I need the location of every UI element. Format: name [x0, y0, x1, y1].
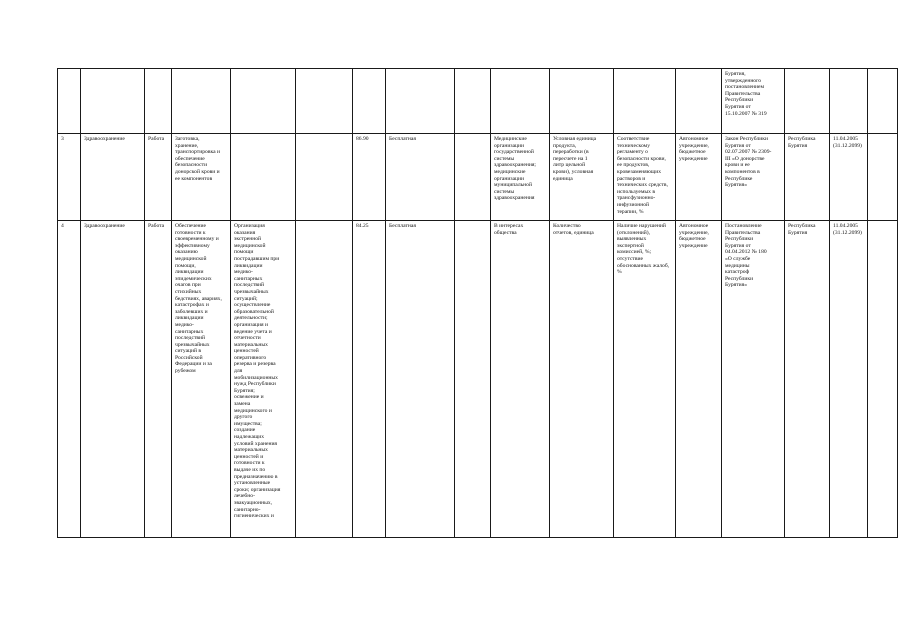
cell-regulations: Бурятия, утвержденного постановлением Правительства Республики Бурятия от 15.10.2007 № 319: [722, 69, 785, 134]
cell-consumers: Медицинские организации государственной системы здравоохранения; медицинские организации муниципальной системы здравоохранения: [491, 134, 550, 221]
cell-providers: Автономное учреждение, бюджетное учреждение: [676, 221, 722, 538]
cell-code: 84.25: [353, 221, 386, 538]
table-row: [58, 134, 898, 221]
cell-dates: [830, 69, 868, 134]
cell-empty: [296, 221, 353, 538]
cell-content: Организация оказания экстренной медицинской помощи пострадавшим при ликвидации медико- санитарных последствий чрезвычайных ситуаций; осуществление образовательной деятельности; организация и ведение учета и отчетности материальных ценностей оперативного резерва и резерва для мобилизационных нужд Республики Бурятия; освежение и замена медицинского и другого имущества; создание надлежащих условий хранения материальных ценностей и готовности к выдаче их по предназначению в установленные сроки; организация лечебно- эвакуационных, санитарно- гигиенических и: [231, 221, 296, 538]
cell-quality: Соответствие техническому регламенту о безопасности крови, ее продуктов, кровезаменяющих растворов и технических средств, используемых в трансфузионно- инфузионной терапии, %: [614, 134, 676, 221]
cell-empty: [455, 221, 491, 538]
cell-consumers: [491, 69, 550, 134]
cell-empty: [868, 134, 898, 221]
cell-dates: 11.04.2005 (31.12.2099): [830, 134, 868, 221]
cell-name: Заготовка, хранение, транспортировка и обеспечение безопасности донорской крови и ее компонентов: [172, 134, 231, 221]
registry-table: [57, 68, 898, 538]
cell-payment: Бесплатная: [386, 221, 455, 538]
cell-quality: Наличие нарушений (отклонений), выявленных экспертной комиссией, %; отсутствие обоснованных жалоб, %: [614, 221, 676, 538]
cell-empty: [868, 69, 898, 134]
cell-name: [172, 69, 231, 134]
cell-content: [231, 134, 296, 221]
cell-sphere: [81, 69, 145, 134]
cell-providers: Автономное учреждение, бюджетное учреждение: [676, 134, 722, 221]
cell-type: Работа: [145, 221, 172, 538]
cell-code: 86.90: [353, 134, 386, 221]
cell-number: [58, 69, 81, 134]
cell-regulations: Постановление Правительства Республики Бурятия от 04.04.2012 № 180 «О службе медицины катастроф Республики Бурятия»: [722, 221, 785, 538]
cell-number: 3: [58, 134, 81, 221]
cell-volume: Условная единица продукта, переработки (в пересчете на 1 литр цельной крови), условная единица: [550, 134, 614, 221]
cell-type: [145, 69, 172, 134]
cell-volume: Количество отчетов, единица: [550, 221, 614, 538]
cell-region: Республика Бурятия: [785, 134, 830, 221]
cell-code: [353, 69, 386, 134]
cell-regulations: Закон Республики Бурятия от 02.07.2007 № 2309- III «О донорстве крови и ее компонентов в Республике Бурятия»: [722, 134, 785, 221]
cell-region: Республика Бурятия: [785, 221, 830, 538]
cell-content: [231, 69, 296, 134]
cell-quality: [614, 69, 676, 134]
cell-region: [785, 69, 830, 134]
cell-empty: [868, 221, 898, 538]
cell-type: Работа: [145, 134, 172, 221]
cell-providers: [676, 69, 722, 134]
cell-payment: [386, 69, 455, 134]
cell-volume: [550, 69, 614, 134]
cell-empty: [455, 134, 491, 221]
cell-sphere: Здравоохранение: [81, 221, 145, 538]
cell-consumers: В интересах общества: [491, 221, 550, 538]
cell-sphere: Здравоохранение: [81, 134, 145, 221]
cell-empty: [296, 134, 353, 221]
cell-empty: [455, 69, 491, 134]
cell-name: Обеспечение готовности к своевременному и эффективному оказанию медицинской помощи, ликвидации эпидемических очагов при стихийных бедствиях, авариях, катастрофах и заболевших и ликвидации медико- санитарных последствий чрезвычайных ситуаций в Российской Федерации и за рубежом: [172, 221, 231, 538]
cell-payment: Бесплатная: [386, 134, 455, 221]
cell-dates: 11.04.2005 (31.12.2099): [830, 221, 868, 538]
cell-empty: [296, 69, 353, 134]
table-row: [58, 221, 898, 538]
cell-number: 4: [58, 221, 81, 538]
table-row: [58, 69, 898, 134]
